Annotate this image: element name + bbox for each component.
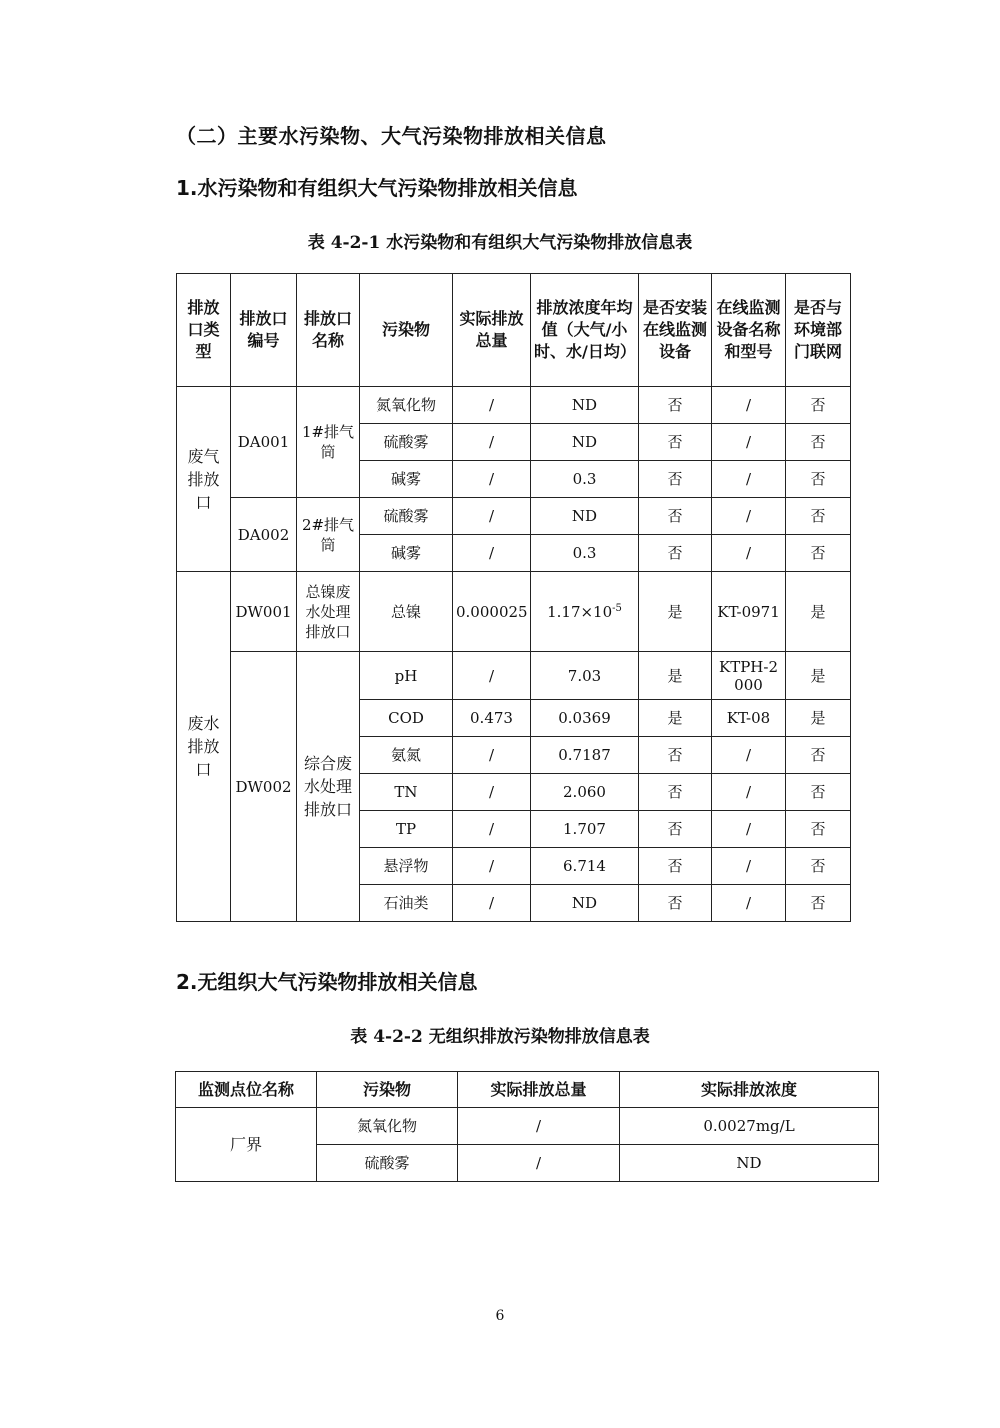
network-cell: 否 [786, 737, 851, 774]
table2-caption: 表 4-2-2 无组织排放污染物排放信息表 [350, 1027, 650, 1047]
installed-cell: 是 [639, 700, 712, 737]
outlet-code-dw002: DW002 [231, 652, 297, 922]
concentration-cell: 0.0027mg/L [620, 1108, 879, 1145]
concentration-cell: 2.060 [531, 774, 639, 811]
header-total-emission: 实际排放总量 [458, 1072, 620, 1108]
total-cell: / [453, 848, 531, 885]
device-cell: KTPH-2000 [712, 652, 786, 700]
pollutant-cell: 硫酸雾 [360, 424, 453, 461]
pollutant-cell: 悬浮物 [360, 848, 453, 885]
total-cell: 0.000025 [453, 572, 531, 652]
installed-cell: 否 [639, 774, 712, 811]
installed-cell: 否 [639, 737, 712, 774]
device-cell: / [712, 885, 786, 922]
table1-header-row [177, 274, 851, 387]
device-cell: KT-08 [712, 700, 786, 737]
header-pollutant: 污染物 [317, 1072, 458, 1108]
device-cell: / [712, 848, 786, 885]
total-cell: 0.473 [453, 700, 531, 737]
emission-table-1 [176, 273, 851, 922]
device-cell: / [712, 774, 786, 811]
total-cell: / [453, 387, 531, 424]
outlet-name-da001: 1#排气筒 [297, 387, 360, 498]
network-cell: 否 [786, 498, 851, 535]
header-concentration: 实际排放浓度 [620, 1072, 879, 1108]
header-network: 是否与环境部门联网 [786, 274, 851, 387]
device-cell: / [712, 387, 786, 424]
network-cell: 是 [786, 572, 851, 652]
pollutant-cell: 氨氮 [360, 737, 453, 774]
installed-cell: 否 [639, 848, 712, 885]
installed-cell: 否 [639, 885, 712, 922]
outlet-type-water: 废水排放口 [177, 572, 231, 922]
subsection-heading-2: 2.无组织大气污染物排放相关信息 [176, 970, 478, 994]
total-cell: / [453, 774, 531, 811]
pollutant-cell: 氮氧化物 [360, 387, 453, 424]
outlet-name-dw002: 综合废水处理排放口 [297, 652, 360, 922]
installed-cell: 否 [639, 811, 712, 848]
concentration-cell: ND [531, 885, 639, 922]
table-row [177, 652, 851, 700]
table-row [177, 498, 851, 535]
table-row [177, 572, 851, 652]
network-cell: 否 [786, 535, 851, 572]
emission-table-2 [175, 1071, 879, 1182]
outlet-name-dw001: 总镍废水处理排放口 [297, 572, 360, 652]
pollutant-cell: 硫酸雾 [317, 1145, 458, 1182]
device-cell: / [712, 461, 786, 498]
installed-cell: 是 [639, 572, 712, 652]
header-pollutant: 污染物 [360, 274, 453, 387]
section-heading: （二）主要水污染物、大气污染物排放相关信息 [176, 124, 607, 148]
pollutant-cell: 石油类 [360, 885, 453, 922]
pollutant-cell: 氮氧化物 [317, 1108, 458, 1145]
total-cell: / [458, 1145, 620, 1182]
installed-cell: 否 [639, 461, 712, 498]
concentration-base: 1.17×10 [547, 602, 613, 621]
concentration-cell: 0.7187 [531, 737, 639, 774]
network-cell: 否 [786, 424, 851, 461]
concentration-exponent: -5 [612, 602, 622, 614]
network-cell: 是 [786, 700, 851, 737]
monitoring-site-cell: 厂界 [176, 1108, 317, 1182]
header-monitoring-site: 监测点位名称 [176, 1072, 317, 1108]
concentration-cell: ND [531, 424, 639, 461]
installed-cell: 否 [639, 387, 712, 424]
concentration-cell: ND [531, 387, 639, 424]
device-cell: / [712, 424, 786, 461]
outlet-code-dw001: DW001 [231, 572, 297, 652]
header-outlet-code: 排放口编号 [231, 274, 297, 387]
table2-header-row [176, 1072, 879, 1108]
pollutant-cell: 碱雾 [360, 535, 453, 572]
total-cell: / [453, 461, 531, 498]
device-cell: / [712, 535, 786, 572]
table-row [177, 387, 851, 424]
installed-cell: 否 [639, 424, 712, 461]
device-cell: / [712, 498, 786, 535]
total-cell: / [453, 498, 531, 535]
total-cell: / [453, 811, 531, 848]
total-cell: / [453, 885, 531, 922]
concentration-cell [531, 572, 639, 652]
concentration-cell: 0.3 [531, 535, 639, 572]
total-cell: / [453, 535, 531, 572]
header-device-model: 在线监测设备名称和型号 [712, 274, 786, 387]
pollutant-cell: 硫酸雾 [360, 498, 453, 535]
total-cell: / [453, 424, 531, 461]
pollutant-cell: TP [360, 811, 453, 848]
pollutant-cell: 碱雾 [360, 461, 453, 498]
installed-cell: 是 [639, 652, 712, 700]
network-cell: 否 [786, 885, 851, 922]
header-annual-concentration: 排放浓度年均值（大气/小时、水/日均） [531, 274, 639, 387]
pollutant-cell: TN [360, 774, 453, 811]
concentration-cell: 0.3 [531, 461, 639, 498]
pollutant-cell: COD [360, 700, 453, 737]
header-outlet-type: 排放口类型 [177, 274, 231, 387]
installed-cell: 否 [639, 535, 712, 572]
network-cell: 否 [786, 811, 851, 848]
device-cell: / [712, 737, 786, 774]
concentration-cell: 7.03 [531, 652, 639, 700]
device-cell: KT-0971 [712, 572, 786, 652]
network-cell: 否 [786, 774, 851, 811]
device-cell: / [712, 811, 786, 848]
outlet-name-da002: 2#排气筒 [297, 498, 360, 572]
concentration-cell: ND [531, 498, 639, 535]
total-cell: / [453, 652, 531, 700]
network-cell: 否 [786, 848, 851, 885]
outlet-code-da002: DA002 [231, 498, 297, 572]
outlet-code-da001: DA001 [231, 387, 297, 498]
total-cell: / [453, 737, 531, 774]
concentration-cell: 0.0369 [531, 700, 639, 737]
header-total-emission: 实际排放总量 [453, 274, 531, 387]
installed-cell: 否 [639, 498, 712, 535]
concentration-cell: ND [620, 1145, 879, 1182]
network-cell: 否 [786, 387, 851, 424]
concentration-cell: 6.714 [531, 848, 639, 885]
pollutant-cell: pH [360, 652, 453, 700]
subsection-heading-1: 1.水污染物和有组织大气污染物排放相关信息 [176, 176, 578, 200]
table-row [176, 1108, 879, 1145]
pollutant-cell: 总镍 [360, 572, 453, 652]
header-outlet-name: 排放口名称 [297, 274, 360, 387]
outlet-type-gas: 废气排放口 [177, 387, 231, 572]
network-cell: 否 [786, 461, 851, 498]
network-cell: 是 [786, 652, 851, 700]
header-online-monitoring: 是否安装在线监测设备 [639, 274, 712, 387]
page-number: 6 [495, 1308, 505, 1324]
concentration-cell: 1.707 [531, 811, 639, 848]
total-cell: / [458, 1108, 620, 1145]
table1-caption: 表 4-2-1 水污染物和有组织大气污染物排放信息表 [307, 233, 693, 253]
